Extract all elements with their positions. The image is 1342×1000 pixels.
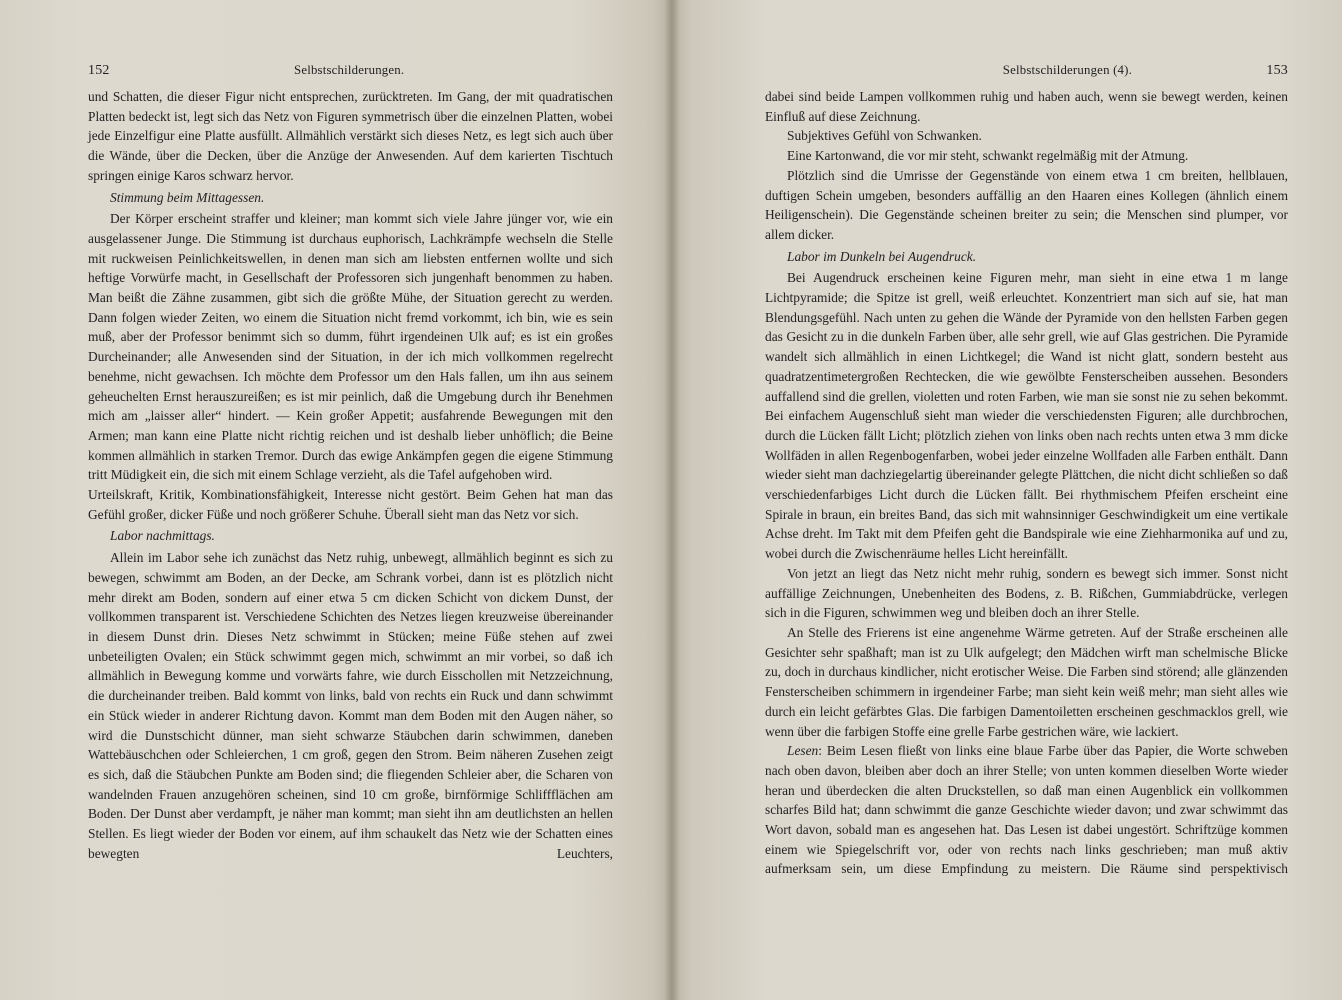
right-page	[671, 0, 1342, 1000]
paragraph	[765, 741, 1288, 879]
paragraph: dabei sind beide Lampen vollkommen ruhig und haben auch, wenn sie bewegt werden, keinen Einfluß auf diese Zeichnung.	[765, 89, 1288, 124]
section-heading: Labor im Dunkeln bei Augendruck.	[787, 248, 977, 264]
section-heading: Stimmung beim Mittagessen.	[110, 189, 265, 205]
paragraph-lead: Lesen	[787, 743, 819, 759]
section-heading: Labor nachmittags.	[110, 528, 215, 544]
paragraph: Eine Kartonwand, die vor mir steht, schwankt regelmäßig mit der Atmung.	[787, 148, 1189, 164]
paragraph: Der Körper erscheint straffer und kleiner; man kommt sich viele Jahre jünger vor, wie ein ausgelassener Junge. Die Stimmung ist durchaus euphorisch, Lachkrämpfe wechseln die Stelle mit ruckweisen Peinlichkeitswellen, in denen man sich am liebsten entfernen wollte und sich heftige Vorwürfe macht, in Gesellschaft der Professoren sich jungenhaft benommen zu haben. Man beißt die Zähne zusammen, gibt sich die größte Mühe, der Situation gerecht zu werden. Dann folgen wieder Zeiten, wo einem die Situation nicht fremd vorkommt, ich bin, wie es sein muß, aber der Professor benimmt sich so dumm, führt irgendeinen Ulk auf; es ist ein großes Durcheinander; alle Anwesenden sind der Situation, in der ich mich vollkommen regelrecht benehme, nicht gewachsen. Ich möchte dem Professor um den Hals fallen, um ihn aus seinem geheuchelten Ernst herauszureißen; es ist mir peinlich, daß die Umgebung durch ihr Benehmen mich am „laisser aller“ hindert. — Kein großer Appetit; ausfahrende Bewegungen mit den Armen; man kann eine Platte nicht richtig reichen und ist deshalb lieber unhöflich; die Beine kommen allmählich in starken Tremor. Durch das ewige Ankämpfen gegen die eigene Stimmung tritt Müdigkeit ein, die sich mit einem Schlage verzieht, als die Tafel aufgehoben wird.	[88, 211, 613, 483]
right-page-body	[765, 87, 1288, 879]
left-page-body	[88, 87, 613, 863]
right-running-head: Selbstschilderungen (4).	[1002, 63, 1132, 77]
right-page-header	[765, 61, 1288, 87]
paragraph: und Schatten, die dieser Figur nicht entsprechen, zurücktreten. Im Gang, der mit quadratischen Platten bedeckt ist, legt sich das Netz von Figuren symmetrisch über die einzelnen Platten, wobei jede Einzelfigur eine Platte ausfüllt. Allmählich verstärkt sich dieses Netz, es legt sich auch über die Wände, über die Decken, über die Anzüge der Anwesenden. Auf dem karierten Tischtuch springen einige Karos schwarz hervor.	[88, 89, 613, 183]
left-page-number: 152	[88, 63, 110, 78]
paragraph: Subjektives Gefühl von Schwanken.	[787, 128, 982, 144]
left-page-header	[88, 61, 613, 87]
paragraph: Allein im Labor sehe ich zunächst das Netz ruhig, unbewegt, allmählich beginnt es sich zu bewegen, schwimmt am Boden, an der Decke, am Schrank vorbei, dann ist es plötzlich nicht mehr direkt am Boden, sondern auf einer etwa 5 cm dicken Schicht von dickem Dunst, der vollkommen transparent ist. Verschiedene Schichten des Netzes liegen kreuzweise übereinander in diesem Dunst drin. Dieses Netz schwimmt in Stücken; meine Füße stehen auf zwei unbeteiligten Ovalen; ein Stück schwimmt gegen mich, schwimmt an mir vorbei, so daß ich allmählich in Bewegung komme und vorwärts fahre, wie durch Eisschollen mit Netzzeichnung, die durcheinander treiben. Bald kommt von links, bald von rechts ein Ruck und dann schwimmt ein Stück wieder in anderer Richtung davon. Kommt man dem Boden mit den Augen näher, so wird die Dunstschicht dünner, man sieht schwarze Stäubchen darin schwimmen, daneben Wattebäuschchen oder Schleierchen, 1 cm groß, gegen den Strom. Beim näheren Zusehen zeigt es sich, daß die Stäubchen Punkte am Boden sind; die fliegenden Schleier aber, die Scharen von wandelnden Frauen anzugehören scheinen, sind 10 cm große, birnförmige Schliffflächen am Boden. Der Dunst aber verdampft, je näher man kommt; man sieht ihn am deutlichsten an hellen Stellen. Es liegt wieder der Boden vor einem, auf ihm schaukelt das Netz wie der Schatten eines bewegten Leuchters,	[88, 550, 613, 861]
paragraph: Von jetzt an liegt das Netz nicht mehr ruhig, sondern es bewegt sich immer. Sonst nicht auffällige Zeichnungen, Unebenheiten des Bodens, z. B. Rißchen, Gummiabdrücke, verlegen sich in die Figuren, schwimmen weg und bleiben doch an ihrer Stelle.	[765, 565, 1288, 621]
paragraph: Urteilskraft, Kritik, Kombinationsfähigkeit, Interesse nicht gestört. Beim Gehen hat man das Gefühl großer, dicker Füße und noch größerer Schuhe. Überall sieht man das Netz vor sich.	[88, 487, 613, 522]
paragraph: An Stelle des Frierens ist eine angenehme Wärme getreten. Auf der Straße erscheinen alle Gesichter sehr spaßhaft; man ist zu Ulk aufgelegt; den Mädchen wirft man schelmische Blicke zu, doch in durchaus kindlicher, nicht erotischer Weise. Die Farben sind störend; alle glänzenden Fensterscheiben schimmern in irgendeiner Farbe; man sieht kein weiß mehr; man sieht alles wie durch ein leicht gefärbtes Glas. Die farbigen Damentoiletten erscheinen geschmacklos grell, wie wenn über die farbigen Stoffe eine grelle Farbe gestrichen wäre, wie lackiert.	[765, 624, 1288, 739]
paragraph-text: : Beim Lesen fließt von links eine blaue Farbe über das Papier, die Worte schweben nach oben davon, bleiben aber doch an ihrer Stelle; von unten kommen dieselben Worte wieder heran und überdecken die alten Druckstellen, so daß man einen Augenblick ein vollkommen scharfes Bild hat; dann schwimmt die ganze Geschichte wieder davon; und zwar schwimmt das Wort davon, sobald man es angesehen hat. Das Lesen ist dabei ungestört. Schriftzüge kommen einem wie Spiegelschrift vor, oder von rechts nach links geschrieben; man muß aktiv aufmerksam sein, um diese Empfindung zu meistern. Die Räume sind perspektivisch	[765, 743, 1288, 877]
paragraph: Plötzlich sind die Umrisse der Gegenstände von einem etwa 1 cm breiten, hellblauen, duftigen Schein umgeben, besonders auffällig an den Haaren eines Kollegen (ähnlich einem Heiligenschein). Die Gegenstände scheinen breiter zu sein; die Menschen sind plumper, vor allem dicker.	[765, 167, 1288, 242]
book-gutter	[664, 0, 680, 1000]
left-running-head: Selbstschilderungen.	[294, 63, 405, 77]
paragraph: Bei Augendruck erscheinen keine Figuren mehr, man sieht in eine etwa 1 m lange Lichtpyramide; die Spitze ist grell, weiß erleuchtet. Konzentriert man sich auf sie, hat man Blendungsgefühl. Nach unten zu gehen die Wände der Pyramide von den hellsten Farben gegen das Gesicht zu in die dunkeln Farben über, alle sehr grell, wie auf Glas gestrichen. Die Pyramide wandelt sich allmählich in einen Lichtkegel; die Wand ist nicht glatt, sondern besteht aus quadratzentimetergroßen Rechtecken, die wie gewölbte Fensterscheiben aussehen. Besonders auffallend sind die grellen, violetten und roten Farben, wie man sie sonst nie zu sehen bekommt. Bei einfachem Augenschluß sieht man wieder die verschiedensten Figuren; alle durchbrochen, durch die Lücken fällt Licht; plötzlich ziehen von links oben nach rechts unten etwa 3 mm dicke Wollfäden in allen Regenbogenfarben, wobei jeder einzelne Wollfaden alle Farben enthält. Dann wieder sieht man dachziegelartig übereinander gelegte Plättchen, die nicht dicht schließen so daß verschiedenfarbiges Licht durch die Lücken fällt. Bei rhythmischem Pfeifen erscheint eine Spirale in braun, ein breites Band, das sich mit wahnsinniger Geschwindigkeit um eine vertikale Achse dreht. Im Takt mit dem Pfeifen geht die Bandspirale wie eine Ziehharmonika auf und zu, wobei durch die Zwischenräume helles Licht hereinfällt.	[765, 270, 1288, 562]
right-page-number: 153	[1266, 63, 1288, 78]
